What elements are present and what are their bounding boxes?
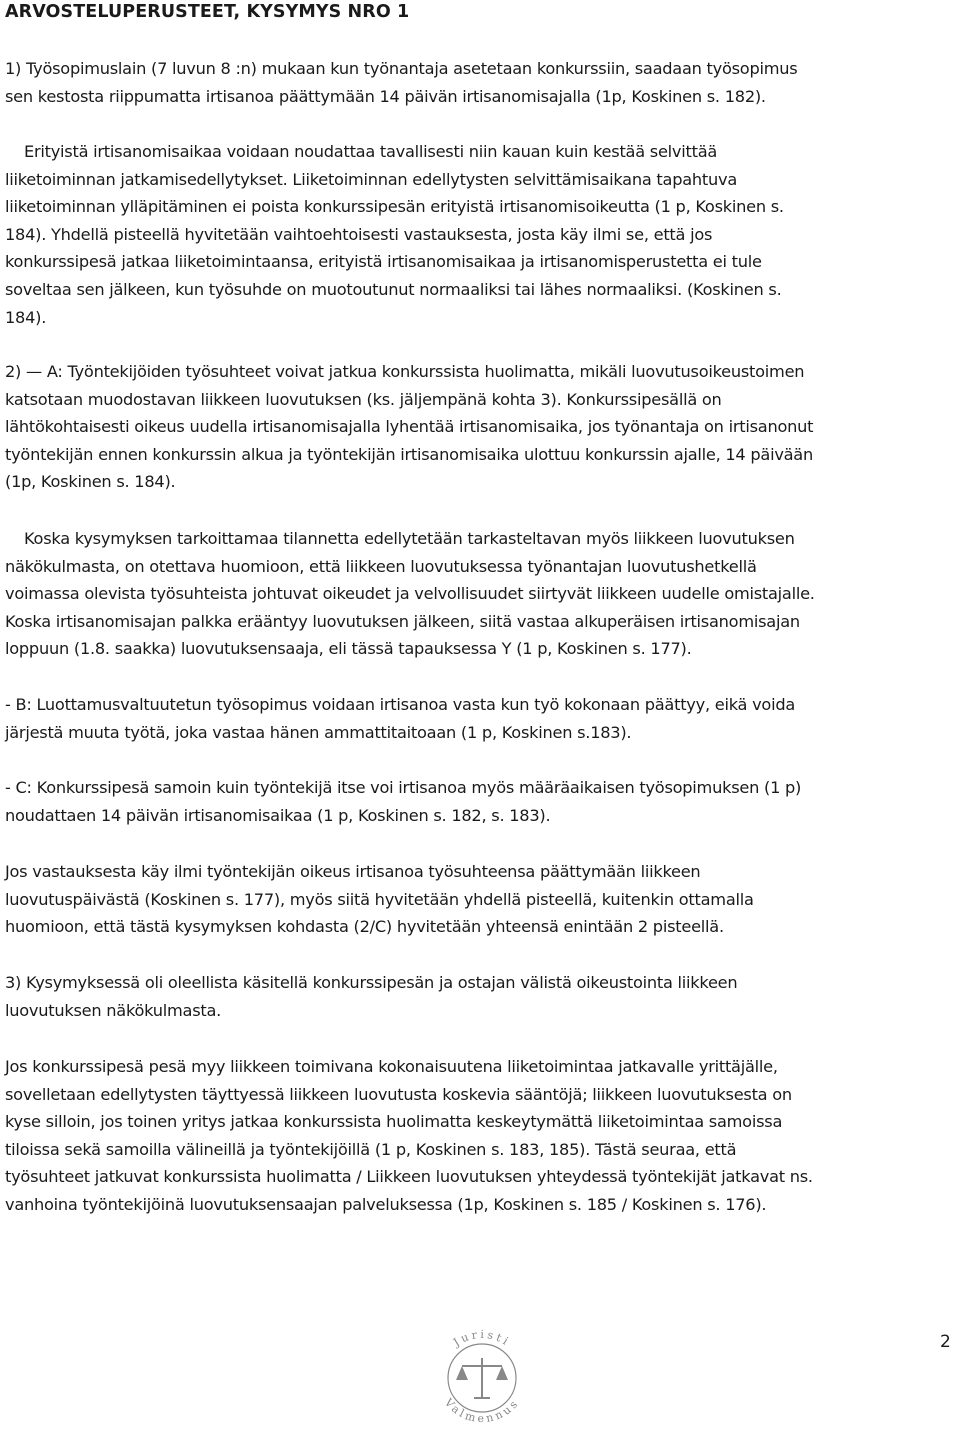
text-line: 2) — A: Työntekijöiden työsuhteet voivat jatkua konkurssista huolimatta, mikäli luovutusoikeustoimen: [5, 362, 805, 381]
paragraph-2: [5, 138, 955, 331]
text-line: liiketoiminnan ylläpitäminen ei poista konkurssipesän erityistä irtisanomisoikeutta (1 p, Koskinen s.: [5, 197, 784, 217]
text-line: Erityistä irtisanomisaikaa voidaan noudattaa tavallisesti niin kauan kuin kestää selvittää: [24, 142, 718, 161]
text-line: 184). Yhdellä pisteellä hyvitetään vaihtoehtoisesti vastauksesta, josta käy ilmi se, että jos: [5, 224, 713, 244]
text-line: 184).: [5, 307, 47, 327]
text-line: Jos vastauksesta käy ilmi työntekijän oikeus irtisanoa työsuhteensa päättymään liikkeen: [5, 862, 701, 881]
text-line: 3) Kysymyksessä oli oleellista käsitellä konkurssipesän ja ostajan välistä oikeustointa liikkeen: [5, 973, 738, 992]
text-line: lähtökohtaisesti oikeus uudella irtisanomisajalla lyhentää irtisanomisaika, jos työnantaja on irtisanonut: [5, 417, 814, 437]
document-heading: ARVOSTELUPERUSTEET, KYSYMYS NRO 1: [5, 2, 410, 22]
text-line: työntekijän ennen konkurssin alkua ja työntekijän irtisanomisaika ulottuu konkurssin ajalle, 14 päivään: [5, 444, 813, 464]
scales-icon: [456, 1358, 508, 1398]
text-line: (1p, Koskinen s. 184).: [5, 472, 176, 492]
text-line: - C: Konkurssipesä samoin kuin työntekijä itse voi irtisanoa myös määräaikaisen työsopimuksen (1 p): [5, 778, 802, 797]
text-line: Jos konkurssipesä pesä myy liikkeen toimivana kokonaisuutena liiketoimintaa jatkavalle yrittäjälle,: [5, 1057, 778, 1076]
logo-bottom-text: Valmennus: [441, 1396, 523, 1426]
juristivalmennus-logo: [422, 1318, 542, 1438]
text-line: luovutuksen näkökulmasta.: [5, 1000, 222, 1020]
logo-top-text: Juristi: [450, 1327, 514, 1350]
text-line: kyse silloin, jos toinen yritys jatkaa konkurssista huolimatta keskeytymättä liiketoimintaa samoissa: [5, 1112, 783, 1132]
text-line: huomioon, että tästä kysymyksen kohdasta (2/C) hyvitetään yhteensä enintään 2 pisteellä.: [5, 917, 724, 937]
page-number: 2: [940, 1332, 951, 1352]
paragraph-9: [5, 1053, 955, 1219]
text-line: noudattaen 14 päivän irtisanomisaikaa (1 p, Koskinen s. 182, s. 183).: [5, 805, 551, 825]
text-line: soveltaa sen jälkeen, kun työsuhde on muotoutunut normaaliksi tai lähes normaaliksi. (Koskinen s.: [5, 279, 782, 299]
text-line: voimassa olevista työsuhteista johtuvat oikeudet ja velvollisuudet siirtyvät liikkeen uudelle omistajalle.: [5, 584, 815, 604]
text-line: konkurssipesä jatkaa liiketoimintaansa, erityistä irtisanomisaikaa ja irtisanomisperustetta ei tule: [5, 252, 762, 272]
paragraph-7: [5, 858, 955, 941]
text-line: sen kestosta riippumatta irtisanoa päättymään 14 päivän irtisanomisajalla (1p, Koskinen s. 182).: [5, 86, 766, 106]
text-line: luovutuspäivästä (Koskinen s. 177), myös siitä hyvitetään yhdellä pisteellä, kuitenkin ottamalla: [5, 889, 754, 909]
text-line: vanhoina työntekijöinä luovutuksensaajan palveluksessa (1p, Koskinen s. 185 / Koskinen s. 176).: [5, 1194, 767, 1214]
text-line: Koska kysymyksen tarkoittamaa tilannetta edellytetään tarkasteltavan myös liikkeen luovutuksen: [24, 529, 795, 548]
paragraph-1: [5, 55, 955, 110]
paragraph-4: [5, 525, 955, 663]
text-line: katsotaan muodostavan liikkeen luovutuksen (ks. jäljempänä kohta 3). Konkurssipesällä on: [5, 389, 722, 409]
text-line: järjestä muuta työtä, joka vastaa hänen ammattitaitoaan (1 p, Koskinen s.183).: [5, 722, 632, 742]
text-line: näkökulmasta, on otettava huomioon, että liikkeen luovutuksessa työnantajan luovutushetkellä: [5, 556, 757, 576]
text-line: Koska irtisanomisajan palkka erääntyy luovutuksen jälkeen, siitä vastaa alkuperäisen irtisanomisajan: [5, 611, 800, 631]
text-line: - B: Luottamusvaltuutetun työsopimus voidaan irtisanoa vasta kun työ kokonaan päättyy, eikä voida: [5, 695, 796, 714]
text-line: työsuhteet jatkuvat konkurssista huolimatta / Liikkeen luovutuksen yhteydessä työntekijät jatkavat ns.: [5, 1167, 813, 1187]
text-line: liiketoiminnan jatkamisedellytykset. Liiketoiminnan edellytysten selvittämisaikana tapahtuva: [5, 169, 738, 189]
paragraph-8: [5, 969, 955, 1024]
paragraph-3: [5, 358, 955, 496]
text-line: sovelletaan edellytysten täyttyessä liikkeen luovutusta koskevia sääntöjä; liikkeen luovutuksesta on: [5, 1084, 792, 1104]
text-line: tiloissa sekä samoilla välineillä ja työntekijöillä (1 p, Koskinen s. 183, 185). Tästä seuraa, että: [5, 1139, 737, 1159]
text-line: loppuun (1.8. saakka) luovutuksensaaja, eli tässä tapauksessa Y (1 p, Koskinen s. 177).: [5, 639, 692, 659]
paragraph-5: [5, 691, 955, 746]
text-line: 1) Työsopimuslain (7 luvun 8 :n) mukaan kun työnantaja asetetaan konkurssiin, saadaan työsopimus: [5, 59, 798, 78]
paragraph-6: [5, 774, 955, 829]
